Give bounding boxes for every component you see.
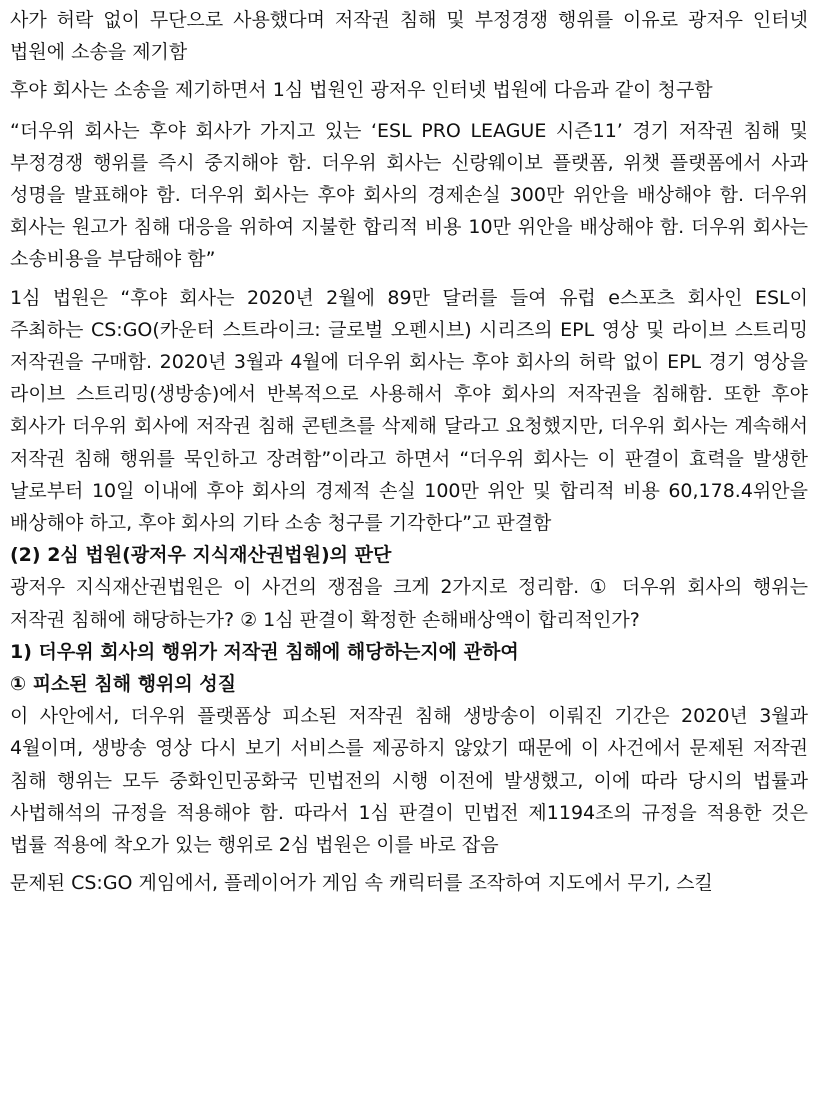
document-page [10,4,808,899]
paragraph-claim-quote: “더우위 회사는 후야 회사가 가지고 있는 ‘ESL PRO LEAGUE 시즌11’ 경기 저작권 침해 및 부정경쟁 행위를 즉시 중지해야 함. 더우위 회사는 신랑웨이보 플랫폼, 위챗 플랫폼에서 사과 성명을 발표해야 함. 더우위 회사는 후야 회사의 경제손실 300만 위안을 배상해야 함. 더우위 회사는 원고가 침해 대응을 위하여 지불한 합리적 비용 10만 위안을 배상해야 함. 더우위 회사는 소송비용을 부담해야 함” [10,119,808,271]
paragraph-first-instance-ruling: 1심 법원은 “후야 회사는 2020년 2월에 89만 달러를 들여 유럽 e스포츠 회사인 ESL이 주최하는 CS:GO(카운터 스트라이크: 글로벌 오펜시브) 시리즈의 EPL 영상 및 라이브 스트리밍 저작권을 구매함. 2020년 3월과 4월에 더우위 회사는 후야 회사의 허락 없이 EPL 경기 영상을 라이브 스트리밍(생방송)에서 반복적으로 사용해서 후야 회사의 저작권을 침해함. 또한 후야 회사가 더우위 회사에 저작권 침해 콘텐츠를 삭제해 달라고 요청했지만, 더우위 회사는 계속해서 저작권 침해 행위를 묵인하고 장려함”이라고 하면서 “더우위 회사는 이 판결이 효력을 발생한 날로부터 10일 이내에 후야 회사의 경제적 손실 100만 위안 및 합리적 비용 60,178.4위안을 배상해야 하고, 후야 회사의 기타 소송 청구를 기각한다”고 판결함 [10,286,808,535]
section-heading-second-instance: (2) 2심 법원(광저우 지식재산권법원)의 판단 [10,544,392,567]
paragraph-claim-intro: 후야 회사는 소송을 제기하면서 1심 법원인 광저우 인터넷 법원에 다음과 같이 청구함 [10,79,713,102]
subsection-heading-nature: ① 피소된 침해 행위의 성질 [10,673,237,696]
paragraph-lawsuit-intro: 사가 허락 없이 무단으로 사용했다며 저작권 침해 및 부정경쟁 행위를 이유로 광저우 인터넷 법원에 소송을 제기함 [10,9,808,64]
subsection-heading-infringement: 1) 더우위 회사의 행위가 저작권 침해에 해당하는지에 관하여 [10,640,519,663]
paragraph-issues: 광저우 지식재산권법원은 이 사건의 쟁점을 크게 2가지로 정리함. ① 더우위 회사의 행위는 저작권 침해에 해당하는가? ② 1심 판결이 확정한 손해배상액이 합리적인가? [10,576,808,631]
paragraph-nature-analysis: 이 사안에서, 더우위 플랫폼상 피소된 저작권 침해 생방송이 이뤄진 기간은 2020년 3월과 4월이며, 생방송 영상 다시 보기 서비스를 제공하지 않았기 때문에 이 사건에서 문제된 저작권 침해 행위는 모두 중화인민공화국 민법전의 시행 이전에 발생했고, 이에 따라 당시의 법률과 사법해석의 규정을 적용해야 함. 따라서 1심 판결이 민법전 제1194조의 규정을 적용한 것은 법률 적용에 착오가 있는 행위로 2심 법원은 이를 바로 잡음 [10,705,808,857]
paragraph-game-description: 문제된 CS:GO 게임에서, 플레이어가 게임 속 캐릭터를 조작하여 지도에서 무기, 스킬 [10,872,713,895]
